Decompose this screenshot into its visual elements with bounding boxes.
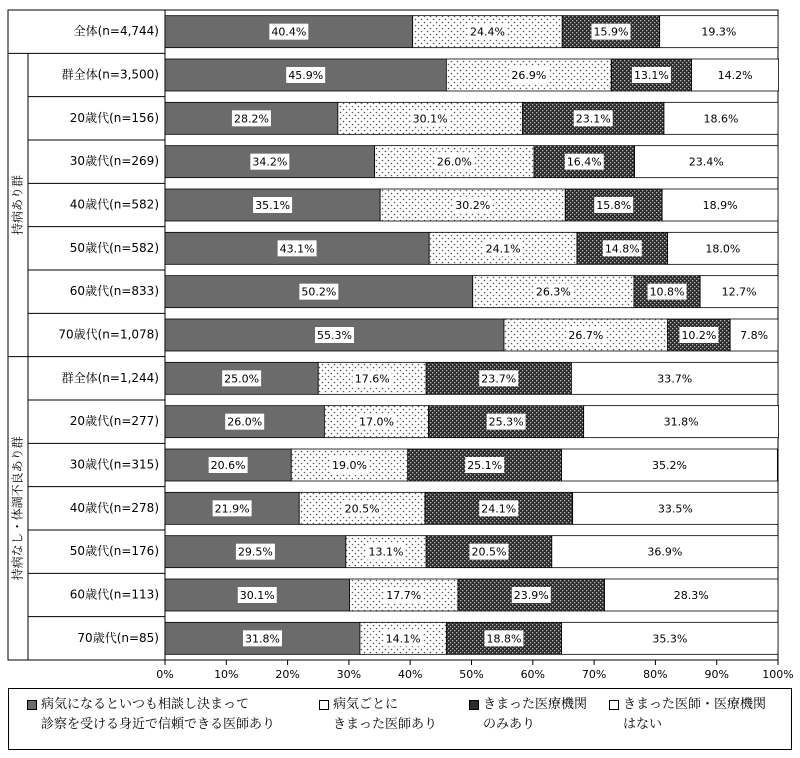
x-tick-label: 80%: [643, 668, 668, 681]
data-label: 26.0%: [227, 415, 263, 429]
data-label: 23.7%: [481, 372, 517, 386]
data-label: 28.3%: [673, 589, 709, 602]
data-label: 18.0%: [705, 242, 741, 256]
x-tick-label: 0%: [156, 668, 174, 681]
legend-swatch-white: [609, 700, 619, 710]
category-label: 群全体(n=3,500): [61, 67, 159, 82]
data-label: 31.8%: [244, 632, 280, 646]
data-label: 25.3%: [488, 415, 524, 429]
data-label: 34.2%: [252, 155, 288, 169]
data-label: 10.8%: [649, 285, 685, 299]
data-label: 28.2%: [233, 112, 269, 126]
x-tick-label: 30%: [336, 668, 362, 681]
category-label: 70歳代(n=1,078): [58, 327, 159, 342]
data-label: 25.1%: [467, 459, 503, 472]
x-tick-label: 50%: [459, 668, 484, 681]
data-label: 35.3%: [652, 632, 688, 646]
data-label: 12.7%: [721, 285, 757, 299]
x-tick-label: 40%: [397, 668, 423, 681]
data-label: 20.5%: [471, 545, 507, 559]
data-label: 13.1%: [633, 69, 669, 82]
data-label: 24.1%: [481, 502, 517, 516]
data-label: 26.7%: [568, 329, 604, 342]
data-label: 17.7%: [386, 589, 422, 602]
data-label: 26.9%: [511, 69, 547, 82]
category-label: 群全体(n=1,244): [61, 370, 159, 385]
legend-label-line1: 病気になるといつも相談し決まって: [41, 697, 250, 712]
data-label: 21.9%: [214, 502, 250, 516]
legend-label-line2: きまった医師あり: [333, 717, 438, 732]
data-label: 29.5%: [237, 545, 273, 559]
data-label: 33.5%: [657, 502, 693, 516]
legend-label-line1: きまった医療機関: [483, 697, 588, 712]
legend-label-line2: のみあり: [483, 717, 536, 732]
data-label: 45.9%: [288, 69, 324, 82]
data-label: 10.2%: [681, 329, 717, 342]
data-label: 35.2%: [652, 459, 687, 472]
category-label: 40歳代(n=278): [69, 500, 159, 515]
category-label: 70歳代(n=85): [77, 630, 159, 645]
legend-label-line2: はない: [623, 717, 663, 732]
data-label: 14.1%: [385, 632, 421, 646]
category-label: 60歳代(n=113): [69, 587, 159, 602]
data-label: 30.2%: [455, 199, 491, 212]
x-tick-label: 70%: [581, 668, 607, 681]
category-label: 50歳代(n=582): [69, 240, 159, 255]
data-label: 7.8%: [740, 329, 769, 342]
legend-swatch-checkered: [469, 700, 479, 710]
category-label: 40歳代(n=582): [69, 197, 159, 212]
data-label: 17.6%: [354, 372, 390, 386]
x-tick-label: 10%: [214, 668, 239, 681]
data-label: 30.1%: [412, 112, 448, 126]
x-tick-label: 60%: [520, 668, 546, 681]
data-label: 26.3%: [535, 285, 571, 299]
data-label: 25.0%: [224, 372, 260, 386]
legend: [8, 688, 792, 750]
category-label: 20歳代(n=156): [69, 110, 159, 125]
data-label: 23.9%: [513, 589, 549, 602]
data-label: 40.4%: [271, 25, 307, 39]
data-label: 13.1%: [368, 545, 404, 559]
x-tick-label: 20%: [275, 668, 300, 681]
data-label: 18.9%: [702, 199, 738, 212]
data-label: 36.9%: [647, 545, 683, 559]
x-tick-label: 100%: [762, 668, 794, 681]
legend-label-line2: 診察を受ける身近で信頼できる医師あり: [41, 717, 276, 732]
category-label: 60歳代(n=833): [69, 284, 159, 299]
data-label: 16.4%: [566, 155, 602, 169]
data-label: 35.1%: [255, 199, 291, 212]
data-label: 24.1%: [485, 242, 521, 256]
data-label: 20.6%: [210, 459, 246, 472]
data-label: 55.3%: [317, 329, 352, 342]
data-label: 15.8%: [596, 199, 632, 212]
legend-swatch-dotted: [319, 700, 329, 710]
group-label: 持病なし・体調不良あり群: [10, 436, 25, 581]
category-label: 30歳代(n=315): [69, 457, 159, 472]
data-label: 14.8%: [604, 242, 640, 256]
category-label: 全体(n=4,744): [73, 24, 159, 39]
data-label: 50.2%: [301, 285, 337, 299]
group-label: 持病あり群: [10, 174, 25, 236]
data-label: 33.7%: [657, 372, 693, 386]
data-label: 18.8%: [486, 632, 522, 646]
data-label: 14.2%: [717, 69, 753, 82]
data-label: 23.1%: [575, 112, 611, 126]
data-label: 18.6%: [703, 112, 739, 126]
data-label: 17.0%: [359, 415, 394, 429]
x-tick-label: 90%: [704, 668, 729, 681]
data-label: 26.0%: [436, 155, 472, 169]
legend-swatch-solid-gray: [27, 700, 37, 710]
data-label: 24.4%: [469, 25, 505, 39]
data-label: 43.1%: [279, 242, 315, 256]
data-label: 20.5%: [344, 502, 380, 516]
data-label: 30.1%: [239, 589, 275, 602]
data-label: 19.0%: [332, 459, 367, 472]
category-label: 20歳代(n=277): [69, 414, 159, 429]
category-label: 30歳代(n=269): [69, 154, 159, 169]
category-label: 50歳代(n=176): [69, 544, 159, 559]
legend-label-line1: きまった医師・医療機関: [623, 697, 767, 712]
data-label: 23.4%: [688, 155, 724, 169]
data-label: 31.8%: [663, 415, 699, 429]
data-label: 15.9%: [593, 25, 629, 39]
legend-label-line1: 病気ごとに: [333, 697, 399, 712]
data-label: 19.3%: [701, 25, 737, 39]
